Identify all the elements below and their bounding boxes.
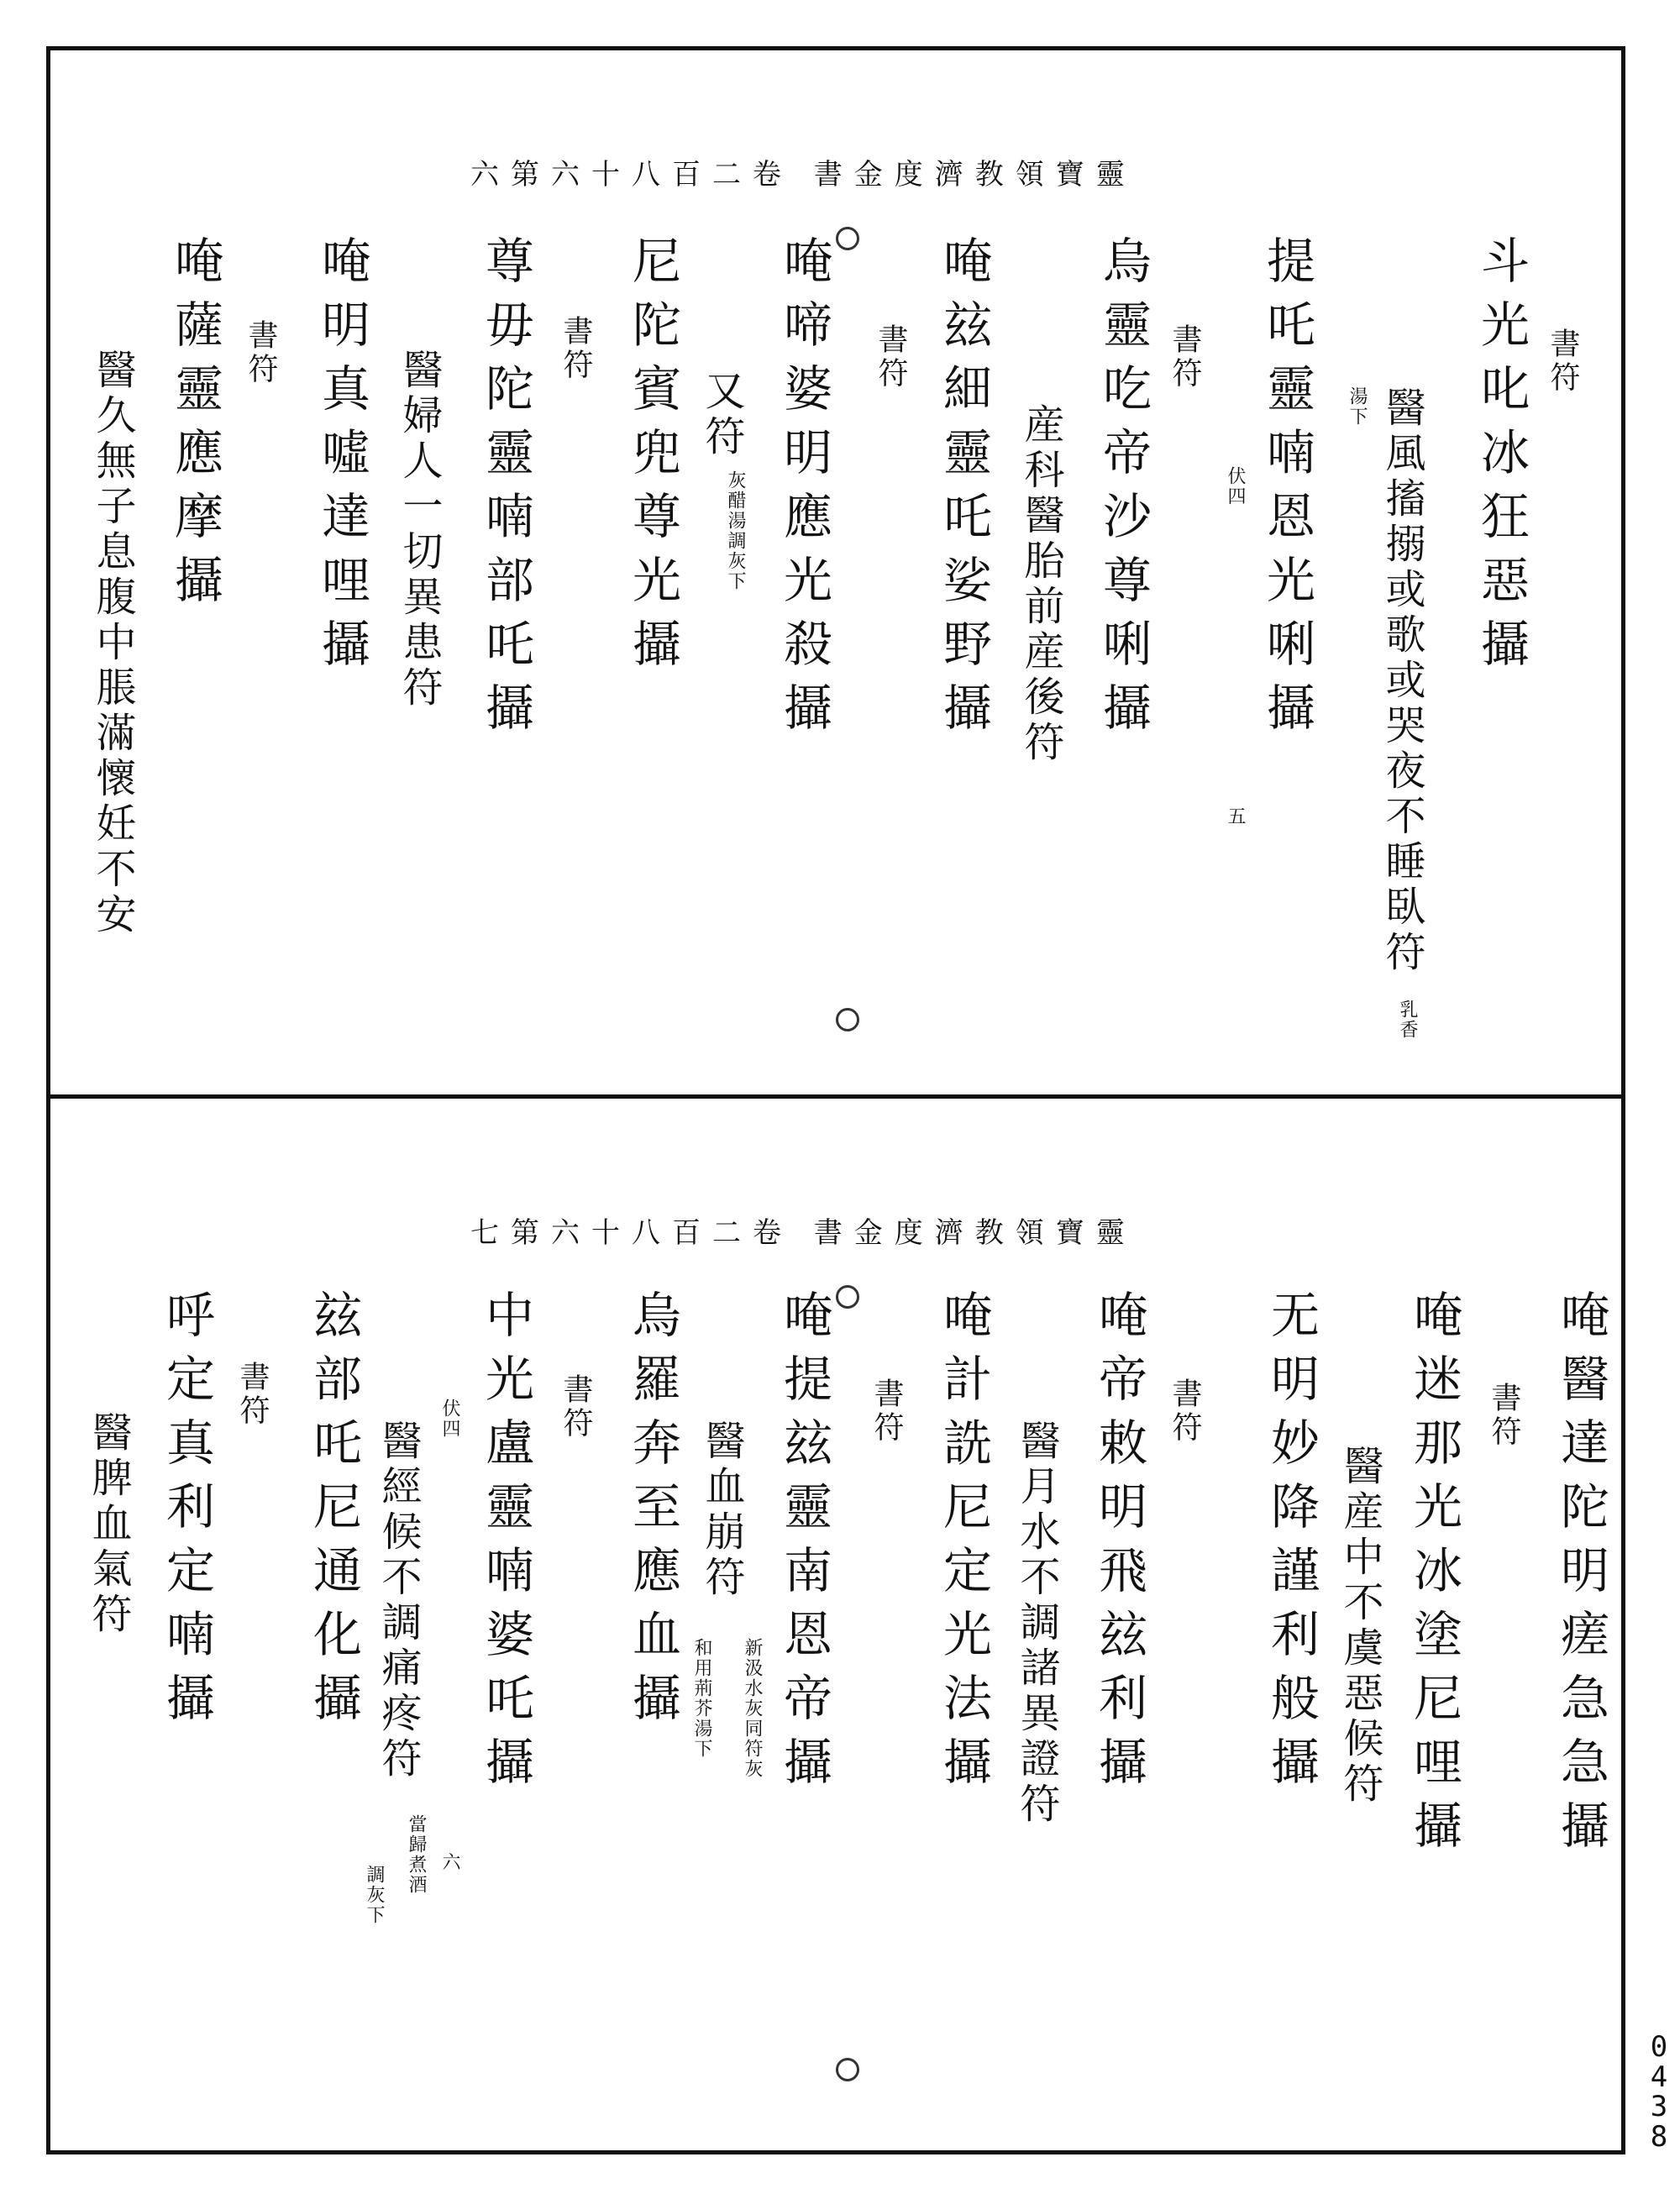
bottom-col-16-note2: 調灰下 — [364, 1865, 385, 1925]
bottom-col-16-note: 當歸煮酒 — [406, 1814, 427, 1895]
bottom-col-3: 唵迷那光冰塗尼哩攝 — [1405, 1289, 1462, 1864]
bottom-col-14: 書符 — [559, 1373, 593, 1441]
top-col-11-note: 灰醋湯調灰下 — [725, 470, 746, 591]
bottom-col-4: 醫産中不虞惡候符 — [1336, 1445, 1383, 1808]
top-col-16: 唵明真噓達哩攝 — [313, 235, 370, 682]
page-number: 0438 — [1650, 2030, 1668, 2154]
bottom-col-16-note3: 伏四 — [439, 1399, 460, 1439]
top-col-3-note2: 湯下 — [1347, 386, 1368, 427]
bottom-col-12: 醫血崩符 — [698, 1420, 745, 1601]
bottom-col-16-note4: 六 — [439, 1852, 460, 1872]
top-col-11: 又符 — [698, 370, 745, 460]
bottom-col-18: 書符 — [235, 1361, 270, 1428]
bottom-col-17: 玆部吒尼通化攝 — [305, 1289, 362, 1736]
bottom-col-13: 烏羅奔至應血攝 — [624, 1289, 681, 1736]
top-col-12: 尼陀賓兜尊光攝 — [624, 235, 681, 682]
bottom-col-10: 書符 — [869, 1378, 904, 1445]
top-col-17: 書符 — [244, 319, 278, 386]
bottom-col-12-note2: 和用荊芥湯下 — [691, 1638, 712, 1759]
bottom-col-5: 无明妙降謹利般攝 — [1263, 1289, 1320, 1800]
top-col-4-note2: 五 — [1225, 806, 1246, 827]
top-col-3-note: 乳香 — [1397, 1000, 1418, 1040]
top-col-14: 書符 — [559, 315, 593, 382]
bottom-header: 七第六十八百二卷 書金度濟教領寶靈 — [470, 1216, 1137, 1250]
top-col-3: 醫風搐搦或歌或哭夜不睡臥符 — [1378, 386, 1425, 976]
bottom-col-7: 唵帝敕明飛玆利攝 — [1090, 1289, 1147, 1800]
bottom-col-19: 呼定真利定喃攝 — [158, 1289, 215, 1736]
top-col-10: 唵啼婆明應光殺攝 — [775, 235, 832, 746]
bottom-col-12-note: 新汲水灰同符灰 — [742, 1638, 763, 1779]
bottom-col-9: 唵計詵尼定光法攝 — [935, 1289, 992, 1800]
binding-hole-mark — [836, 1008, 859, 1031]
binding-hole-mark — [836, 2058, 859, 2081]
top-col-2: 斗光叱冰狂惡攝 — [1473, 235, 1530, 682]
top-col-4: 提吒靈喃恩光唎攝 — [1258, 235, 1315, 746]
binding-hole-mark — [836, 1285, 859, 1309]
top-col-5: 書符 — [1168, 323, 1202, 391]
bottom-col-2: 書符 — [1487, 1382, 1521, 1449]
top-col-19: 醫久無子息腹中脹滿懷妊不安 — [89, 349, 136, 938]
top-col-1: 書符 — [1546, 328, 1580, 395]
top-col-6: 烏靈吃帝沙尊唎攝 — [1095, 235, 1152, 746]
bottom-col-15: 中光盧靈喃婆吒攝 — [477, 1289, 534, 1800]
bottom-col-6: 書符 — [1168, 1378, 1202, 1445]
bottom-col-16: 醫經候不調痛疼符 — [375, 1420, 422, 1782]
page-divider — [46, 1094, 1625, 1099]
top-col-8: 唵玆細靈吒娑野攝 — [935, 235, 992, 746]
top-col-4-note: 伏四 — [1225, 466, 1246, 506]
top-col-7: 産科醫胎前産後符 — [1017, 403, 1064, 766]
top-col-13: 尊毋陀靈喃部吒攝 — [477, 235, 534, 746]
top-col-18: 唵薩靈應摩攝 — [166, 235, 223, 618]
top-col-9: 書符 — [874, 323, 908, 391]
bottom-col-8: 醫月水不調諸異證符 — [1013, 1420, 1060, 1828]
bottom-col-1: 唵醫達陀明瘥急急攝 — [1552, 1289, 1609, 1864]
bottom-col-20: 醫脾血氣符 — [85, 1411, 132, 1638]
bottom-col-11: 唵提玆靈南恩帝攝 — [775, 1289, 832, 1800]
top-header: 六第六十八百二卷 書金度濟教領寶靈 — [470, 158, 1137, 192]
top-col-15: 醫婦人一切異患符 — [396, 349, 443, 711]
binding-hole-mark — [836, 227, 859, 250]
